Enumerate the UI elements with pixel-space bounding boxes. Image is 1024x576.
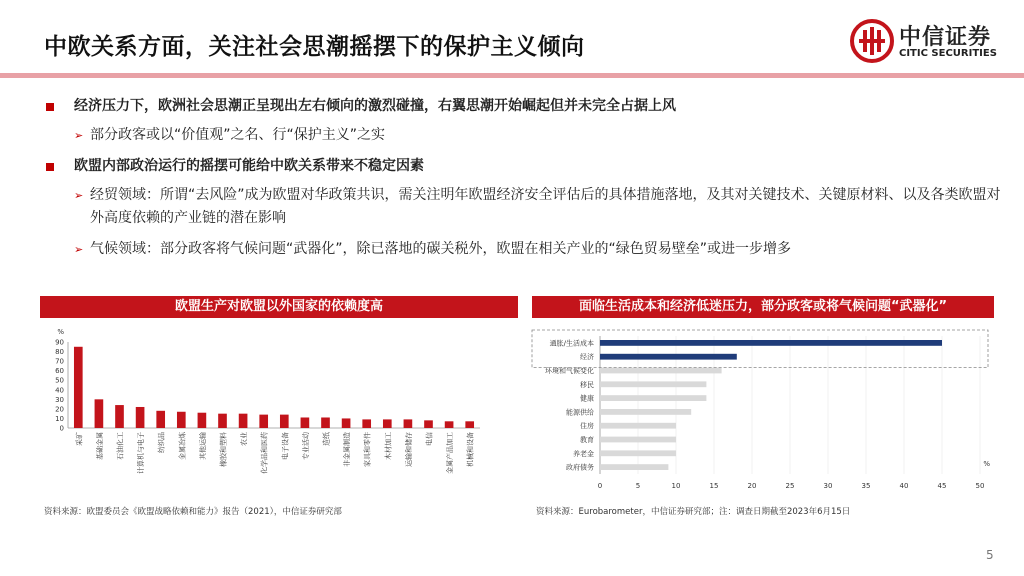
- bar: [600, 464, 668, 470]
- x-tick-label: 40: [899, 482, 909, 490]
- x-tick-label: 10: [671, 482, 681, 490]
- sub-bullet-item: [44, 238, 1004, 261]
- y-tick-label: 80: [55, 348, 64, 357]
- header-divider: [0, 73, 1024, 78]
- bar: [198, 413, 207, 428]
- bar: [218, 414, 227, 428]
- bar: [239, 414, 248, 428]
- bar: [177, 412, 186, 428]
- y-tick-label: 养老金: [573, 449, 594, 458]
- bar: [404, 419, 413, 428]
- bar: [465, 421, 474, 428]
- bar: [600, 340, 942, 346]
- x-tick-label: 其他运输: [198, 432, 207, 460]
- y-tick-label: 10: [55, 414, 64, 423]
- bar: [600, 423, 676, 429]
- bar: [156, 411, 165, 428]
- x-tick-label: 25: [785, 482, 795, 490]
- x-tick-label: 计算机与电子: [137, 432, 146, 474]
- x-tick-label: 35: [861, 482, 871, 490]
- y-tick-label: 40: [55, 386, 64, 395]
- bar: [301, 417, 310, 428]
- y-tick-label: 移民: [580, 380, 594, 389]
- x-tick-label: 采矿: [75, 432, 84, 446]
- x-tick-label: 家具和零件: [363, 432, 372, 467]
- dependency-bar-chart: [40, 322, 520, 497]
- arrow-bullet-icon: ➢: [74, 189, 84, 202]
- bar: [445, 421, 454, 428]
- x-tick-label: 石油化工: [116, 432, 125, 460]
- bar: [115, 405, 124, 428]
- x-tick-label: 电子设备: [281, 432, 290, 460]
- bar: [383, 419, 392, 428]
- square-bullet-icon: [46, 103, 54, 111]
- bar: [321, 417, 330, 428]
- arrow-bullet-icon: ➢: [74, 129, 84, 142]
- x-tick-label: 30: [823, 482, 833, 490]
- y-tick-label: 30: [55, 395, 64, 404]
- bullet-item: [44, 155, 1004, 178]
- bullet-item: [44, 95, 1004, 118]
- y-tick-label: 60: [55, 367, 64, 376]
- x-tick-label: 纺织品: [157, 432, 166, 453]
- sub-bullet-text: 经贸领域：所谓“去风险”成为欧盟对华政策共识，需关注明年欧盟经济安全评估后的具体措施落地，及其对关键技术、关键原材料、以及各类欧盟对外高度依赖的产业链的潜在影响: [90, 187, 1001, 226]
- y-tick-label: 健康: [580, 394, 594, 403]
- bar: [136, 407, 145, 428]
- bullet-text: 经济压力下，欧洲社会思潮正呈现出左右倾向的激烈碰撞，右翼思潮开始崛起但并未完全占据上风: [74, 98, 676, 114]
- x-tick-label: 金属冶炼: [178, 432, 187, 460]
- y-tick-label: 教育: [580, 436, 594, 444]
- x-tick-label: 45: [937, 482, 947, 490]
- bar: [424, 420, 433, 428]
- concern-hbar-chart: [528, 322, 998, 497]
- y-axis-label: %: [57, 328, 64, 336]
- x-tick-label: 木材加工: [384, 432, 393, 460]
- y-tick-label: 50: [55, 376, 64, 385]
- left-source-note: 资料来源：欧盟委员会《欧盟战略依赖和能力》报告（2021），中信证券研究部: [44, 507, 342, 517]
- bullet-text: 欧盟内部政治运行的摇摆可能给中欧关系带来不稳定因素: [74, 158, 424, 174]
- y-tick-label: 政府债务: [566, 463, 594, 472]
- citic-emblem-icon: [849, 18, 895, 64]
- citic-logo: [849, 18, 999, 66]
- square-bullet-icon: [46, 163, 54, 171]
- x-tick-label: 非金属制造: [343, 432, 352, 467]
- sub-bullet-text: 部分政客或以“价值观”之名、行“保护主义”之实: [90, 127, 386, 143]
- bar: [600, 409, 691, 415]
- y-tick-label: 通胀/生活成本: [549, 339, 594, 348]
- left-chart-header: 欧盟生产对欧盟以外国家的依赖度高: [40, 296, 518, 318]
- x-tick-label: 专业活动: [301, 432, 310, 460]
- x-tick-label: 50: [975, 482, 985, 490]
- bar: [259, 415, 268, 428]
- y-tick-label: 0: [59, 424, 64, 433]
- highlight-box: [532, 330, 988, 368]
- y-tick-label: 住房: [580, 422, 594, 431]
- y-tick-label: 经济: [580, 353, 594, 362]
- x-tick-label: 20: [747, 482, 757, 490]
- y-tick-label: 20: [55, 405, 64, 414]
- bullet-list: [44, 95, 1004, 269]
- bar: [600, 381, 706, 387]
- y-tick-label: 环境和气候变化: [545, 367, 594, 375]
- x-tick-label: 造纸: [322, 432, 331, 446]
- x-tick-label: 运输和储存: [404, 432, 413, 467]
- y-tick-label: 90: [55, 338, 64, 347]
- x-axis-label: %: [983, 460, 990, 468]
- x-tick-label: 15: [709, 482, 719, 490]
- page-number: 5: [986, 548, 994, 562]
- bar: [74, 347, 83, 428]
- x-tick-label: 0: [597, 482, 603, 490]
- right-chart-header: 面临生活成本和经济低迷压力，部分政客或将气候问题“武器化”: [532, 296, 994, 318]
- x-tick-label: 金属产品加工: [446, 432, 455, 474]
- x-tick-label: 基础金属: [95, 432, 104, 460]
- x-tick-label: 化学品和医药: [260, 432, 269, 474]
- bar: [362, 419, 371, 428]
- x-tick-label: 电信: [425, 432, 434, 446]
- arrow-bullet-icon: ➢: [74, 243, 84, 256]
- logo-name-cn: 中信证券: [899, 25, 992, 50]
- x-tick-label: 农业: [240, 432, 249, 446]
- bar: [600, 368, 722, 374]
- bar: [600, 437, 676, 443]
- x-tick-label: 5: [635, 482, 641, 490]
- sub-bullet-item: [44, 124, 1004, 147]
- sub-bullet-item: [44, 184, 1004, 230]
- x-tick-label: 机械和设备: [466, 432, 475, 467]
- bar: [280, 415, 289, 428]
- bar: [600, 395, 706, 401]
- y-tick-label: 70: [55, 357, 64, 366]
- bar: [342, 418, 351, 428]
- logo-name-en: CITIC SECURITIES: [899, 48, 997, 59]
- bar: [600, 354, 737, 360]
- page-title: 中欧关系方面，关注社会思潮摇摆下的保护主义倾向: [44, 34, 585, 60]
- right-source-note: 资料来源：Eurobarometer，中信证券研究部；注：调查日期截至2023年6月15日: [536, 507, 851, 517]
- x-tick-label: 橡胶和塑料: [219, 432, 228, 467]
- bar: [95, 399, 104, 428]
- bar: [600, 450, 676, 456]
- y-tick-label: 能源供给: [566, 408, 594, 417]
- sub-bullet-text: 气候领域：部分政客将气候问题“武器化”，除已落地的碳关税外，欧盟在相关产业的“绿色贸易壁垒”或进一步增多: [90, 241, 792, 257]
